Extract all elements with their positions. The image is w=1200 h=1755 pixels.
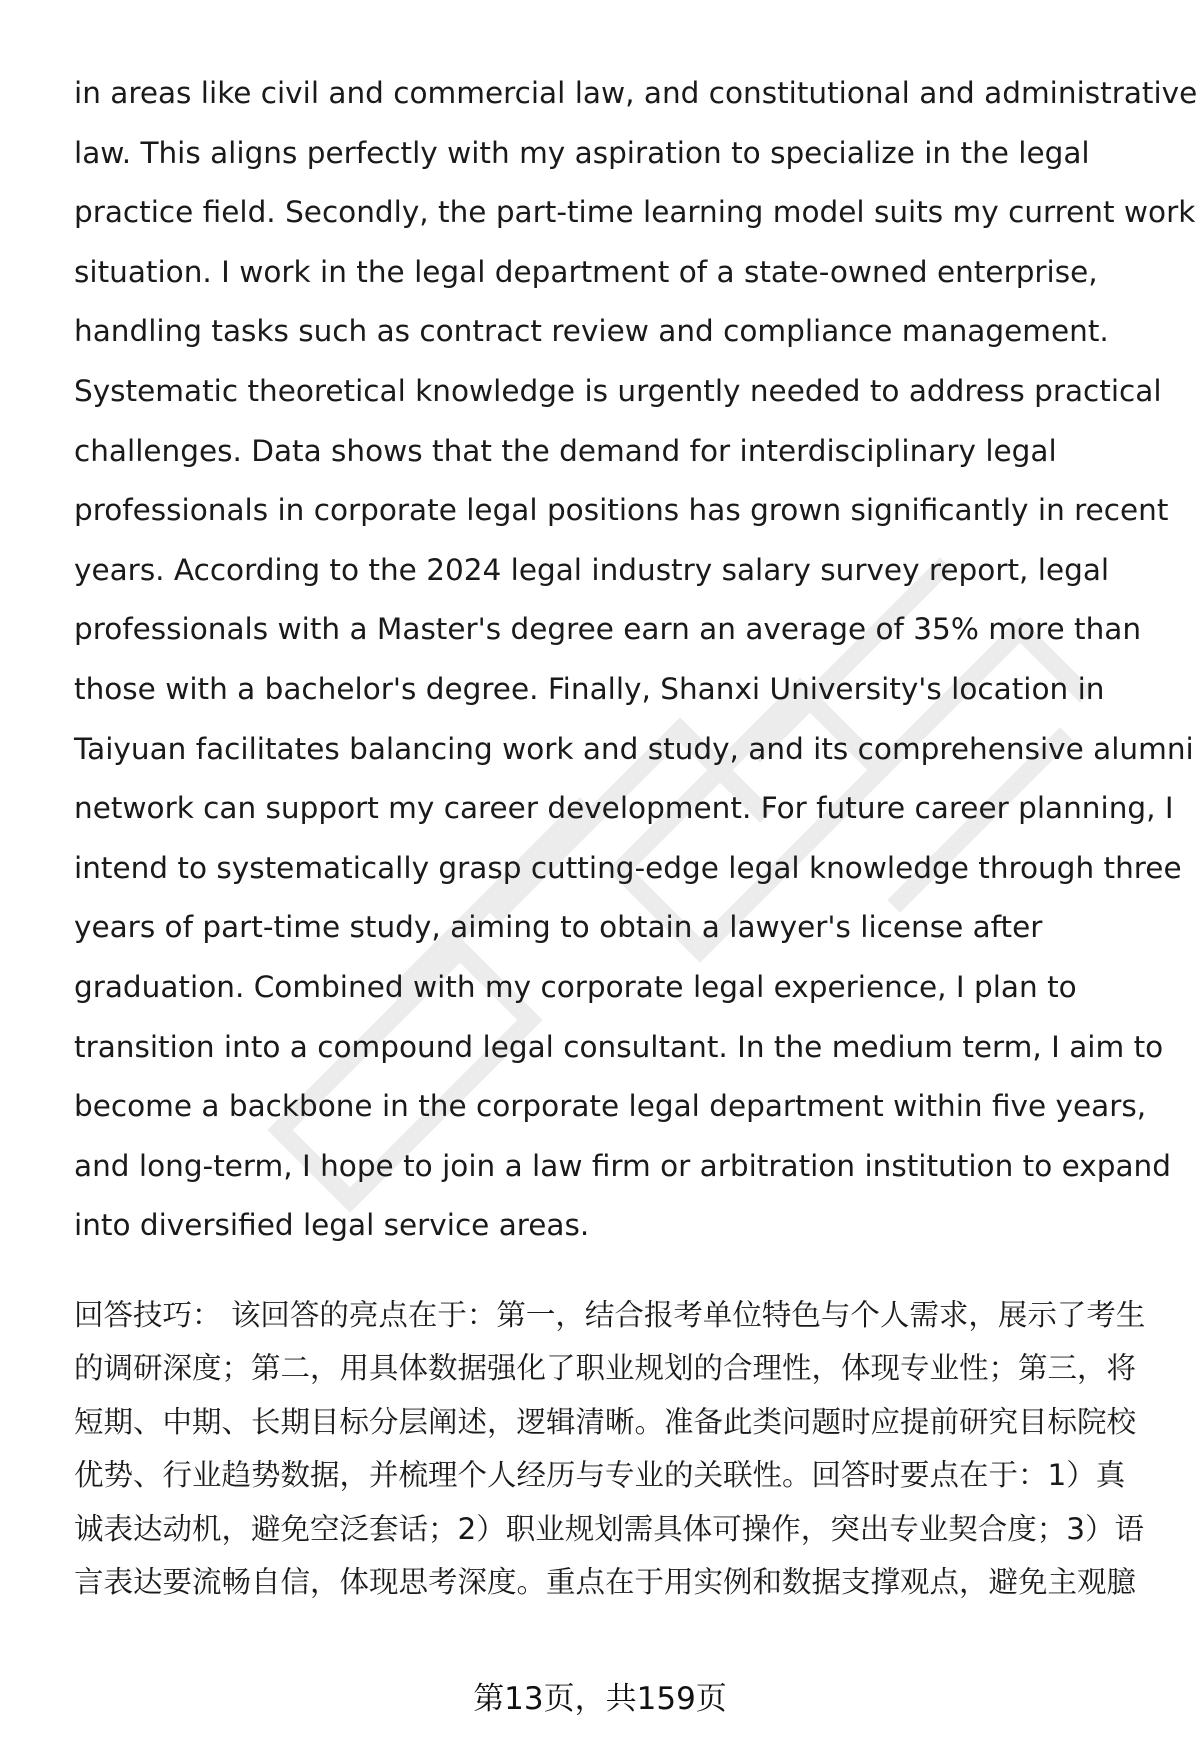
answer-line: become a backbone in the corporate legal department within five years, <box>74 1089 1147 1124</box>
answer-paragraph <box>74 64 1198 1256</box>
answer-line: those with a bachelor's degree. Finally, Shanxi University's location in <box>74 671 1105 706</box>
answer-line: years. According to the 2024 legal industry salary survey report, legal <box>74 552 1110 587</box>
tips-line: 回答技巧： 该回答的亮点在于：第一，结合报考单位特色与个人需求，展示了考生 <box>74 1298 1146 1332</box>
page-number: 第13页，共159页 <box>473 1681 727 1717</box>
answer-line: situation. I work in the legal department of a state-owned enterprise, <box>74 254 1098 289</box>
answer-line: practice field. Secondly, the part-time learning model suits my current work <box>74 195 1196 230</box>
answer-line: professionals with a Master's degree earn an average of 35% more than <box>74 612 1142 647</box>
answer-tips-paragraph <box>74 1289 1164 1609</box>
answer-line: network can support my career development. For future career planning, I <box>74 791 1174 826</box>
answer-line: years of part-time study, aiming to obtain a lawyer's license after <box>74 910 1043 945</box>
answer-line: intend to systematically grasp cutting-edge legal knowledge through three <box>74 850 1182 885</box>
answer-line: graduation. Combined with my corporate legal experience, I plan to <box>74 969 1077 1004</box>
tips-line: 优势、行业趋势数据，并梳理个人经历与专业的关联性。回答时要点在于：1）真 <box>74 1458 1126 1493</box>
answer-line: handling tasks such as contract review and compliance management. <box>74 314 1109 349</box>
answer-line: Systematic theoretical knowledge is urgently needed to address practical <box>74 373 1162 408</box>
answer-line: into diversified legal service areas. <box>74 1208 590 1243</box>
answer-line: Taiyuan facilitates balancing work and study, and its comprehensive alumni <box>74 731 1194 766</box>
tips-line: 短期、中期、长期目标分层阐述，逻辑清晰。准备此类问题时应提前研究目标院校 <box>74 1404 1137 1439</box>
answer-line: and long-term, I hope to join a law firm or arbitration institution to expand <box>74 1148 1171 1183</box>
tips-line: 言表达要流畅自信，体现思考深度。重点在于用实例和数据支撑观点，避免主观臆 <box>74 1564 1137 1599</box>
tips-line: 诚表达动机，避免空泛套话；2）职业规划需具体可操作，突出专业契合度；3）语 <box>74 1511 1145 1546</box>
tips-line: 的调研深度；第二，用具体数据强化了职业规划的合理性，体现专业性；第三，将 <box>74 1351 1137 1386</box>
answer-line: in areas like civil and commercial law, and constitutional and administrative <box>74 76 1198 110</box>
answer-line: challenges. Data shows that the demand for interdisciplinary legal <box>74 433 1057 468</box>
answer-line: professionals in corporate legal positions has grown significantly in recent <box>74 493 1169 528</box>
answer-line: transition into a compound legal consultant. In the medium term, I aim to <box>74 1029 1164 1064</box>
answer-line: law. This aligns perfectly with my aspiration to specialize in the legal <box>74 135 1090 170</box>
